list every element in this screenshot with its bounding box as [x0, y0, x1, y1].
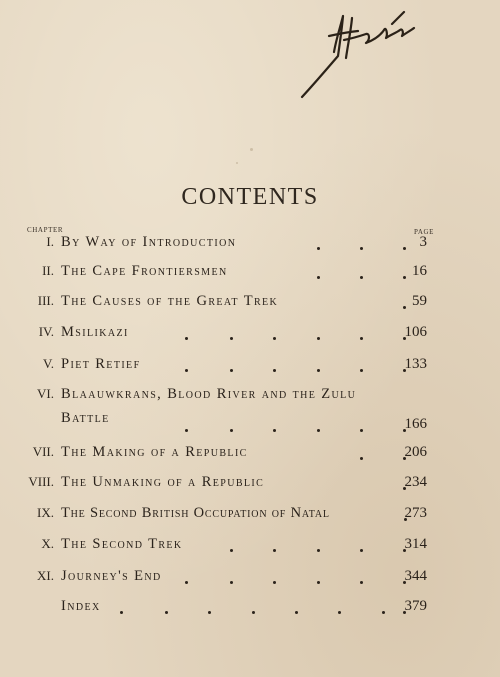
toc-entry[interactable]	[0, 234, 500, 258]
chapter-number: I.	[46, 234, 54, 249]
chapter-title: The Second Trek	[61, 536, 183, 552]
page-number: 3	[419, 234, 427, 250]
chapter-title: The Unmaking of a Republic	[61, 474, 265, 490]
chapter-number: V.	[43, 356, 54, 371]
chapter-number: IX.	[37, 505, 54, 520]
toc-entry[interactable]	[0, 536, 500, 560]
chapter-number: XI.	[37, 568, 54, 583]
page-number: 314	[404, 536, 427, 552]
chapter-number: VIII.	[28, 474, 54, 489]
toc-entry[interactable]	[0, 386, 500, 442]
chapter-title: Index	[61, 598, 101, 614]
toc-entry[interactable]	[0, 598, 500, 622]
toc-entry[interactable]	[0, 474, 500, 498]
page-number: 344	[404, 568, 427, 584]
chapter-title: The Cape Frontiersmen	[61, 263, 228, 279]
chapter-title: The Second British Occupation of Natal	[61, 505, 330, 521]
page-number: 106	[404, 324, 427, 340]
page-number: 59	[412, 293, 427, 309]
page-number: 234	[404, 474, 427, 490]
paper-spot	[250, 148, 253, 151]
page-column-label: PAGE	[414, 228, 435, 236]
paper-spot	[236, 162, 238, 164]
toc-entry[interactable]	[0, 324, 500, 348]
page-number: 166	[404, 416, 427, 432]
page-number: 273	[404, 505, 427, 521]
chapter-title: By Way of Introduction	[61, 234, 237, 250]
chapter-title: Journey's End	[61, 568, 162, 584]
chapter-column-label: CHAPTER	[27, 226, 64, 234]
chapter-number: III.	[37, 293, 54, 308]
page-number: 133	[404, 356, 427, 372]
chapter-title: Blaauwkrans, Blood River and the Zulu	[61, 386, 357, 402]
chapter-number: IV.	[38, 324, 54, 339]
chapter-title: Piet Retief	[61, 356, 141, 372]
chapter-number: VI.	[37, 386, 54, 401]
contents-heading: CONTENTS	[181, 184, 319, 210]
chapter-title: The Causes of the Great Trek	[61, 293, 279, 309]
toc-entry[interactable]	[0, 568, 500, 592]
page-number: 16	[412, 263, 427, 279]
toc-entry[interactable]	[0, 293, 500, 317]
chapter-title-continued: Battle	[61, 410, 110, 426]
toc-entry[interactable]	[0, 356, 500, 380]
toc-entry[interactable]	[0, 505, 500, 529]
toc-entry[interactable]	[0, 444, 500, 468]
toc-entry[interactable]	[0, 263, 500, 287]
chapter-title: Msilikazi	[61, 324, 129, 340]
page-number: 206	[404, 444, 427, 460]
chapter-title: The Making of a Republic	[61, 444, 248, 460]
chapter-number: X.	[41, 536, 54, 551]
chapter-number: VII.	[32, 444, 54, 459]
page-number: 379	[404, 598, 427, 614]
chapter-number: II.	[42, 263, 54, 278]
